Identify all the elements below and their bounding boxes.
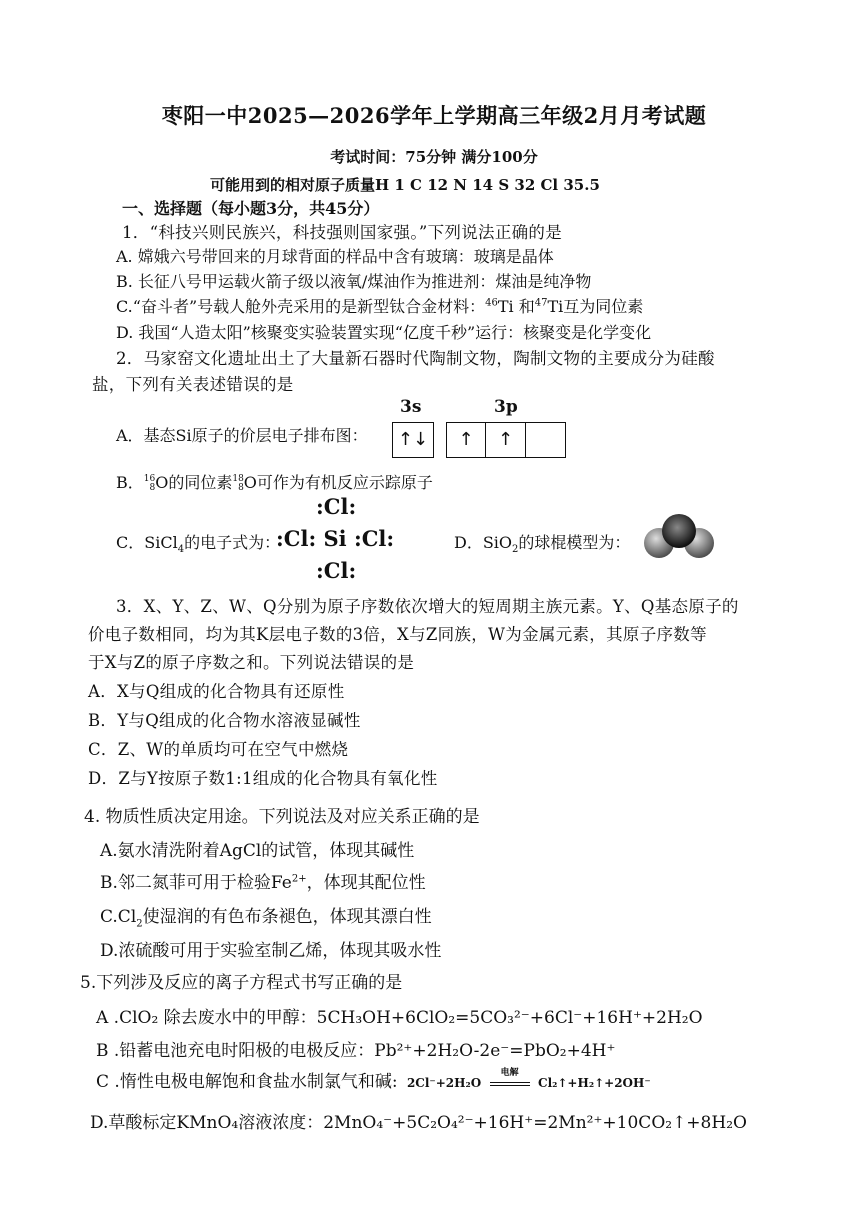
lewis-bottom: :Cl: xyxy=(316,558,357,583)
q3-option-b: B．Y与Q组成的化合物水溶液显碱性 xyxy=(88,711,361,730)
sio2-ball-stick-icon xyxy=(644,512,714,560)
q1-option-a: A. 嫦娥六号带回来的月球背面的样品中含有玻璃：玻璃是晶体 xyxy=(116,247,554,266)
q3-option-c: C．Z、W的单质均可在空气中燃烧 xyxy=(88,740,349,759)
orbital-label-3s: 3s xyxy=(400,397,422,417)
orbital-diagram-3p xyxy=(446,422,566,458)
q2-stem-line2: 盐，下列有关表述错误的是 xyxy=(92,375,294,394)
up-down-arrow-icon: ↑↓ xyxy=(397,429,429,450)
q5-option-b: B .铅蓄电池充电时阳极的电极反应：Pb²⁺+2H₂O-2e⁻=PbO₂+4H⁺ xyxy=(96,1041,616,1061)
orbital-label-3p: 3p xyxy=(494,397,518,417)
q1-option-d: D. 我国“人造太阳”核聚变实验装置实现“亿度千秒”运行：核聚变是化学变化 xyxy=(116,323,652,342)
lewis-top: :Cl: xyxy=(316,494,357,519)
q2-option-b: B．16 8O的同位素18 8O可作为有机反应示踪原子 xyxy=(116,473,433,493)
q3-stem-line1: 3．X、Y、Z、W、Q分别为原子序数依次增大的短周期主族元素。Y、Q基态原子的 xyxy=(116,597,739,616)
up-arrow-icon: ↑ xyxy=(497,429,514,450)
q1-option-b: B. 长征八号甲运载火箭子级以液氧/煤油作为推进剂：煤油是纯净物 xyxy=(116,272,592,291)
q3-option-a: A．X与Q组成的化合物具有还原性 xyxy=(88,682,345,701)
q1-option-c: C.“奋斗者”号载人舱外壳采用的是新型钛合金材料：$^{46}$Ti 和$^{47}$Ti互为同位素 xyxy=(116,297,644,316)
atomic-masses: 可能用到的相对原子质量H 1 C 12 N 14 S 32 Cl 35.5 xyxy=(210,176,600,194)
q3-stem-line3: 于X与Z的原子序数之和。下列说法错误的是 xyxy=(88,653,415,672)
q2-option-a: A．基态Si原子的价层电子排布图： xyxy=(116,426,368,445)
lewis-middle: :Cl: Si :Cl: xyxy=(276,526,395,551)
q4-option-b: B.邻二氮菲可用于检验$Fe^{2+}$，体现其配位性 xyxy=(100,873,426,893)
electrolysis-condition: 电解 xyxy=(490,1080,530,1086)
q2-option-d: D．SiO$_2$的球棍模型为： xyxy=(454,533,631,556)
q2-option-c: C．SiCl$_4$的电子式为： xyxy=(116,533,281,556)
q1-stem: 1．“科技兴则民族兴，科技强则国家强。”下列说法正确的是 xyxy=(122,223,563,242)
section-heading: 一、选择题（每小题3分，共45分） xyxy=(122,199,380,218)
q5-option-d: D.草酸标定KMnO₄溶液浓度：2MnO₄⁻+5C₂O₄²⁻+16H⁺=2Mn²⁺+10CO₂↑+8H₂O xyxy=(90,1113,747,1133)
orbital-diagram-3s xyxy=(392,422,434,458)
page-title: 枣阳一中2025—2026学年上学期高三年级2月月考试题 xyxy=(161,103,707,128)
up-arrow-icon: ↑ xyxy=(458,429,474,450)
q4-option-d: D.浓硫酸可用于实验室制乙烯，体现其吸水性 xyxy=(100,941,442,961)
q5-option-c: C .惰性电极电解饱和食盐水制氯气和碱: 2Cl⁻+2H₂O 电解 Cl₂↑+H₂↑+2OH⁻ xyxy=(96,1067,651,1092)
q4-option-a: A.氨水清洗附着AgCl的试管，体现其碱性 xyxy=(100,841,415,861)
exam-info: 考试时间：75分钟 满分100分 xyxy=(330,148,538,166)
q3-option-d: D．Z与Y按原子数1:1组成的化合物具有氧化性 xyxy=(88,769,438,788)
q2-stem-line1: 2．马家窑文化遗址出土了大量新石器时代陶制文物，陶制文物的主要成分为硅酸 xyxy=(116,349,715,368)
q5-stem: 5.下列涉及反应的离子方程式书写正确的是 xyxy=(80,973,403,993)
q4-stem: 4. 物质性质决定用途。下列说法及对应关系正确的是 xyxy=(84,807,480,827)
q4-option-c: $C.Cl_2$使湿润的有色布条褪色，体现其漂白性 xyxy=(100,907,432,930)
q3-stem-line2: 价电子数相同，均为其K层电子数的3倍，X与Z同族，W为金属元素，其原子序数等 xyxy=(88,625,707,644)
q5-option-a: A .ClO₂ 除去废水中的甲醇：5CH₃OH+6ClO₂=5CO₃²⁻+6Cl⁻+16H⁺+2H₂O xyxy=(96,1008,703,1028)
